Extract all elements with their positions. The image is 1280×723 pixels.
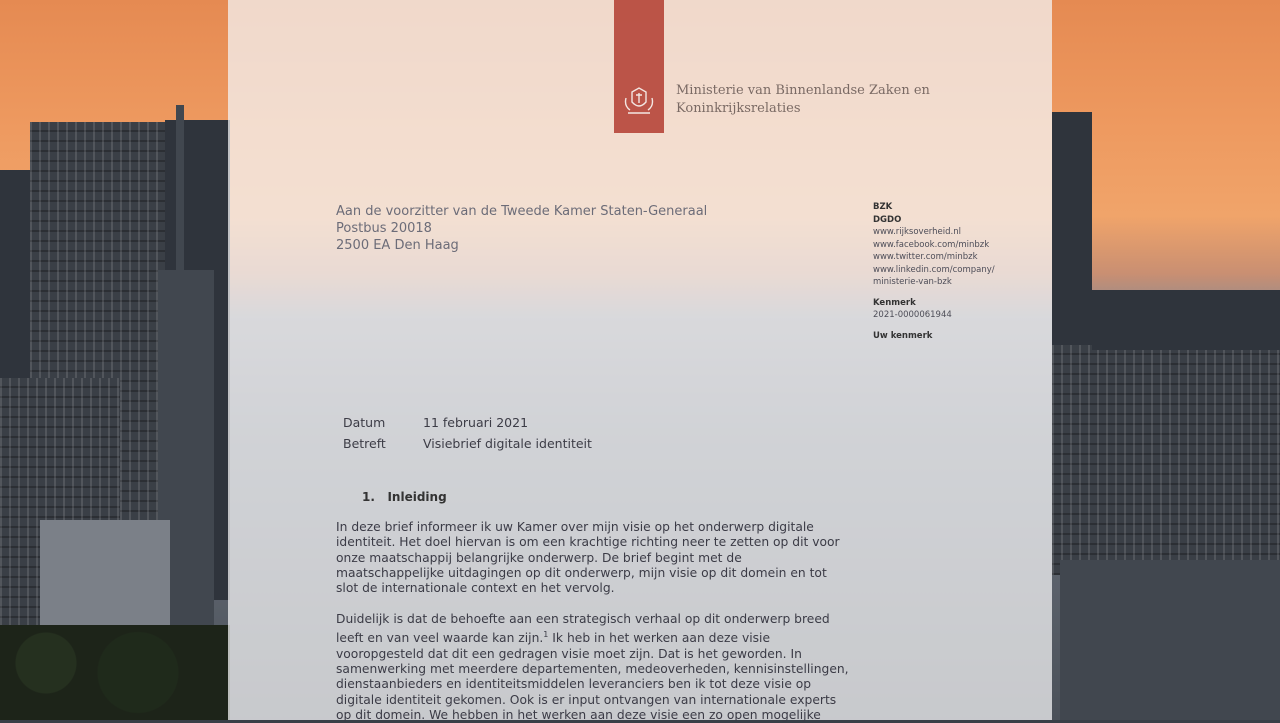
building [40,520,170,640]
address-line: Aan de voorzitter van de Tweede Kamer Staten-Generaal [336,204,708,219]
uw-kenmerk-label: Uw kenmerk [873,330,933,341]
crest-icon [622,84,656,118]
department: BZK [873,202,893,212]
text-run: leeft en van veel waarde kan zijn. [336,631,544,646]
trees [0,625,230,720]
subject-label: Betreft [343,436,386,451]
paragraph-line: maatschappelijke uitdagingen op dit onderwerp, mijn visie op dit domein en tot [336,565,827,580]
paragraph-line: samenwerking met meerdere departementen, medeoverheden, kennisinstellingen, [336,661,849,676]
sidebar-info [873,201,995,342]
address-line: 2500 EA Den Haag [336,238,459,253]
tower-antenna [176,105,184,275]
paragraph-line: vooropgesteld dat dit een gedragen visie moet zijn. Dat is het geworden. In [336,646,802,661]
kenmerk-value: 2021-0000061944 [873,310,952,320]
paragraph [336,520,876,596]
letter-meta [343,412,592,454]
paragraph-line: Duidelijk is dat de behoefte aan een strategisch verhaal op dit onderwerp breed [336,612,830,626]
date-label: Datum [343,415,386,430]
address-line: Postbus 20018 [336,221,432,236]
ministry-line: Koninkrijksrelaties [676,101,801,116]
sidebar-link[interactable]: www.twitter.com/minbzk [873,252,978,262]
paragraph-line: slot de internationale context en het vervolg. [336,581,615,596]
sidebar-link[interactable]: www.linkedin.com/company/ [873,264,995,275]
paragraph-line: onze maatschappij belangrijke onderwerp. De brief begint met de [336,550,742,565]
footnote-marker[interactable]: 1 [543,630,549,640]
paragraph-line [336,627,876,646]
section-number: 1. [362,490,375,504]
distant-city [1092,290,1280,350]
paragraph-line: digitale identiteit gekomen. Ook is er input ontvangen van internationale experts [336,692,837,707]
building [1060,560,1280,720]
paragraph-line: op dit domein. We hebben in het werken aan deze visie een zo open mogelijke [336,707,821,722]
text-run: Ik heb in het werken aan deze visie [548,631,771,646]
section-title: Inleiding [387,490,447,504]
sidebar-link[interactable]: www.rijksoverheid.nl [873,227,961,237]
paragraph-line: identiteit. Het doel hiervan is om een krachtige richting neer te zetten op dit voor [336,535,840,550]
date-value: 11 februari 2021 [423,415,529,430]
kenmerk-label: Kenmerk [873,297,916,308]
section-heading [362,490,447,504]
sidebar-link[interactable]: www.facebook.com/minbzk [873,239,990,250]
ministry-line: Ministerie van Binnenlandse Zaken en [676,83,930,98]
paragraph-line: dienstaanbieders en identiteitsmiddelen leveranciers ben ik tot deze visie op [336,677,812,692]
building [1052,345,1280,575]
subject-value: Visiebrief digitale identiteit [423,436,592,451]
ministry-name [676,82,936,118]
building [1052,112,1092,352]
recipient-address [336,203,707,254]
department: DGDO [873,214,902,225]
paragraph [336,612,876,723]
sidebar-link[interactable]: ministerie-van-bzk [873,277,952,287]
paragraph-line: In deze brief informeer ik uw Kamer over mijn visie op het onderwerp digitale [336,520,814,534]
